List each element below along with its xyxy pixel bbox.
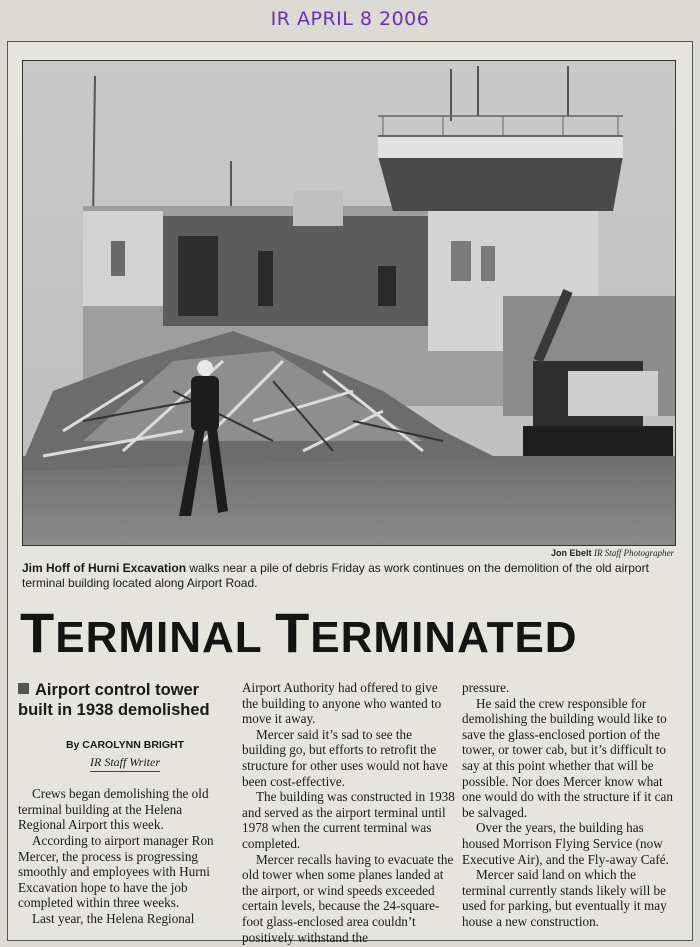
paragraph: Over the years, the building has housed Morrison Flying Service (now Executive Air), and the Fly-away Café.	[462, 820, 669, 867]
paragraph: Last year, the Helena Regional	[32, 910, 195, 926]
paragraph: The building was constructed in 1938 and served as the airport terminal until 1978 when the current terminal was completed.	[242, 789, 455, 851]
article-column-3	[462, 680, 676, 930]
paragraph: Crews began demolishing the old terminal building at the Helena Regional Airport this week.	[18, 786, 209, 833]
paragraph: Mercer said land on which the terminal currently stands likely will be used for parking, but eventually it may house a new construction.	[462, 867, 667, 929]
demolition-photo	[22, 60, 676, 546]
paragraph: Airport Authority had offered to give the building to anyone who wanted to move it away.	[242, 680, 442, 727]
byline	[18, 738, 232, 772]
bullet-square-icon	[18, 683, 29, 694]
photographer-role: IR Staff Photographer	[594, 548, 674, 558]
byline-author: By CAROLYNN BRIGHT	[65, 739, 185, 751]
paragraph: According to airport manager Ron Mercer, the process is progressing smoothly and employees with Hurni Excavation hope to have the job completed within three weeks.	[18, 832, 214, 911]
article-column-1	[18, 680, 232, 927]
paragraph: Mercer recalls having to evacuate the old tower when some planes landed at the airport, or wind speeds exceeded certain levels, because the 24-square-foot glass-enclosed area couldn’t positively withstand the	[242, 851, 454, 945]
subheadline: Airport control tower built in 1938 demolished	[18, 681, 210, 719]
headline: TERMINAL TERMINATED	[20, 601, 578, 664]
photo-caption	[22, 561, 674, 591]
paragraph: He said the crew responsible for demolishing the building would like to save the glass-enclosed portion of the tower, or tower cab, but it’s difficult to say at this point whether that will be possible. Nor does Mercer know what one would do with the structure if it can be salvaged.	[462, 695, 673, 820]
byline-role: IR Staff Writer	[90, 755, 160, 773]
caption-subject: Jim Hoff of Hurni Excavation	[22, 561, 187, 575]
paragraph: Mercer said it’s sad to see the building go, but efforts to retrofit the structure for other uses would not have been cost-effective.	[242, 726, 448, 789]
photographer-name: Jon Ebelt	[550, 548, 592, 558]
article-column-2	[242, 680, 456, 945]
photo-credit	[551, 548, 674, 558]
paragraph: pressure.	[462, 680, 510, 695]
handwritten-date-note: IR APRIL 8 2006	[270, 8, 430, 30]
caption-text: walks near a pile of debris Friday as work continues on the demolition of the old airport terminal building located along Airport Road.	[22, 561, 649, 590]
